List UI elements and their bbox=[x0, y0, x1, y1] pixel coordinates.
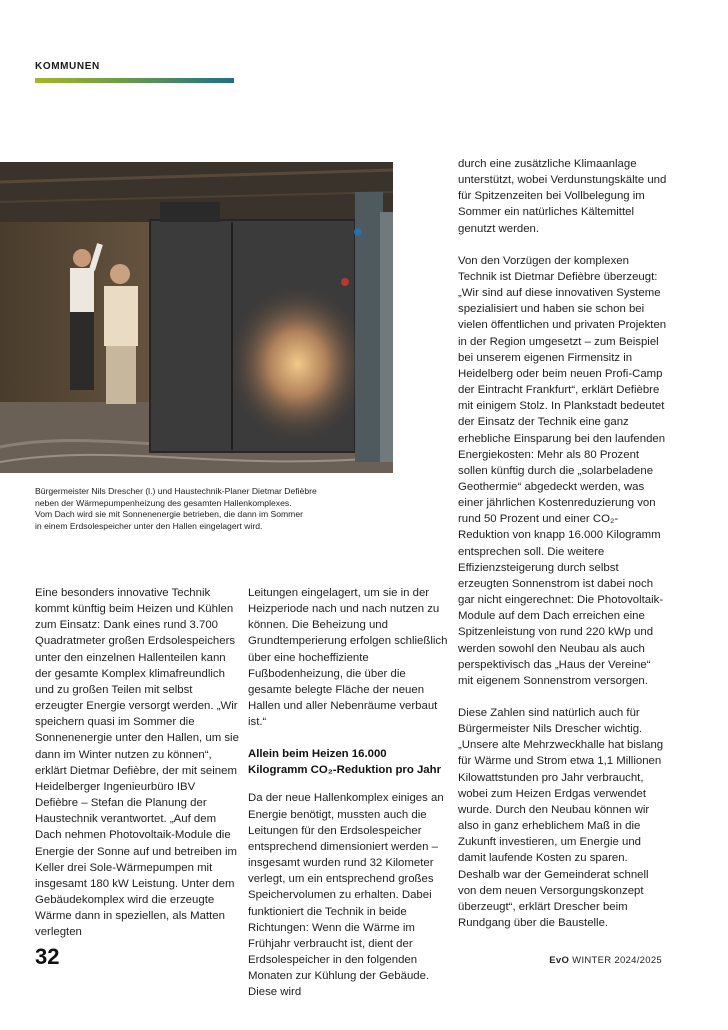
magazine-brand: EvO bbox=[549, 955, 570, 966]
article-column-1 bbox=[35, 585, 240, 940]
subheading: Allein beim Heizen 16.000 Kilogramm CO₂-Reduktion pro Jahr bbox=[248, 748, 442, 777]
article-column-3 bbox=[458, 156, 668, 931]
paragraph: Leitungen eingelagert, um sie in der Heizperiode nach und nach nutzen zu können. Die Beheizung und Grundtemperierung erfolgen schließlich über eine hocheffiziente Fußbodenheizung, die über die gesamte belegte Fläche der neuen Hallen und aller Nebenräume verbaut ist.“ bbox=[248, 587, 448, 729]
paragraph: Von den Vorzügen der komplexen Technik ist Dietmar Defièbre überzeugt: „Wir sind auf diese innovativen Systeme spezialisiert und haben sie schon bei vielen öffentlichen und privaten Projekten in der Region umgesetzt – zum Beispiel bei unserem eigenen Firmensitz in Heidelberg oder beim neuen Profi-Camp der Eintracht Frankfurt“, erklärt Defièbre mit einigem Stolz. In Plankstadt bedeutet der Einsatz der Technik eine ganz erhebliche Einsparung bei den laufenden Energiekosten: Mehr als 80 Prozent sollen künftig durch die „solarbeladene Geothermie“ abgedeckt werden, was einer jährlichen Kostenreduzierung von rund 50 Prozent und einer CO₂-Reduktion von knapp 16.000 Kilogramm entsprechen soll. Die weitere Effizienzsteigerung durch selbst erzeugten Sonnenstrom ist dabei noch gar nicht eingerechnet: Die Photovoltaik-Module auf dem Dach erreichen eine Spitzenleistung von rund 220 kWp und werden sowohl den Neubau als auch perspektivisch das „Haus der Vereine“ mit eigenem Sonnenstrom versorgen. bbox=[458, 254, 667, 687]
caption-line: in einem Erdsolespeicher unter den Hallen eingelagert wird. bbox=[35, 520, 263, 531]
caption-line: Vom Dach wird sie mit Sonnenenergie betrieben, die dann im Sommer bbox=[35, 509, 303, 519]
issue-label: WINTER 2024/2025 bbox=[572, 955, 662, 966]
photo-caption bbox=[35, 486, 355, 532]
paragraph: Eine besonders innovative Technik kommt künftig beim Heizen und Kühlen zum Einsatz: Dank eines rund 3.700 Quadratmeter großen Erdsolespeichers unter den einzelnen Hallenteilen kann der gesamte Komplex klimafreundlich und zu großen Teilen mit selbst erzeugter Energie versorgt werden. „Wir speichern quasi im Sommer die Sonnenenergie unter den Hallen, um sie dann im Winter nutzen zu können“, erklärt Dietmar Defièbre, der mit seinem Heidelberger Ingenieurbüro IBV Defièbre – Stefan die Planung der Haustechnik verantwortet. „Auf dem Dach nehmen Photovoltaik-Module die Energie der Sonne auf und betreiben im Keller drei Sole-Wärmepumpen mit insgesamt 180 kW Leistung. Unter dem Gebäudekomplex wird die erzeugte Wärme dann in speziellen, als Matten verlegten bbox=[35, 587, 239, 939]
article-photo bbox=[0, 162, 393, 473]
paragraph: Diese Zahlen sind natürlich auch für Bürgermeister Nils Drescher wichtig. „Unsere alte Mehrzweckhalle hat bislang für Wärme und Strom etwa 1,1 Millionen Kilowattstunden pro Jahr verbraucht, wobei zum Heizen Erdgas verwendet wurde. Durch den Neubau können wir also in ganz erheblichem Maß in die Zukunft investieren, um Energie und damit laufende Kosten zu sparen. Deshalb war der Gemeinderat schnell von dem neuen Versorgungskonzept überzeugt“, erklärt Drescher beim Rundgang über die Baustelle. bbox=[458, 707, 664, 930]
paragraph: Da der neue Hallenkomplex einiges an Energie benötigt, mussten auch die Leitungen für den Erdsolespeicher entsprechend dimensioniert werden – insgesamt wurden rund 32 Kilometer verlegt, um ein entsprechend großes Speichervolumen zu erhalten. Dabei funktioniert die Technik in beide Richtungen: Wenn die Wärme im Frühjahr verbraucht ist, dient der Erdsolespeicher in den folgenden Monaten zur Kühlung der Gebäude. Diese wird bbox=[248, 792, 444, 999]
article-column-2 bbox=[248, 585, 448, 1000]
photo-two-men-heat-pump-icon bbox=[0, 162, 393, 473]
caption-line: neben der Wärmepumpenheizung des gesamten Hallenkomplexes. bbox=[35, 497, 292, 508]
caption-line: Bürgermeister Nils Drescher (l.) und Haustechnik-Planer Dietmar Defièbre bbox=[35, 486, 317, 496]
page-number: 32 bbox=[35, 944, 60, 969]
paragraph: durch eine zusätzliche Klimaanlage unterstützt, wobei Verdunstungskälte und für Spitzenzeiten bei Vollbelegung im Sommer ein natürliches Kältemittel genutzt werden. bbox=[458, 158, 667, 235]
section-label: KOMMUNEN bbox=[35, 61, 100, 72]
section-accent-bar bbox=[35, 78, 234, 83]
issue-footer bbox=[549, 955, 662, 966]
